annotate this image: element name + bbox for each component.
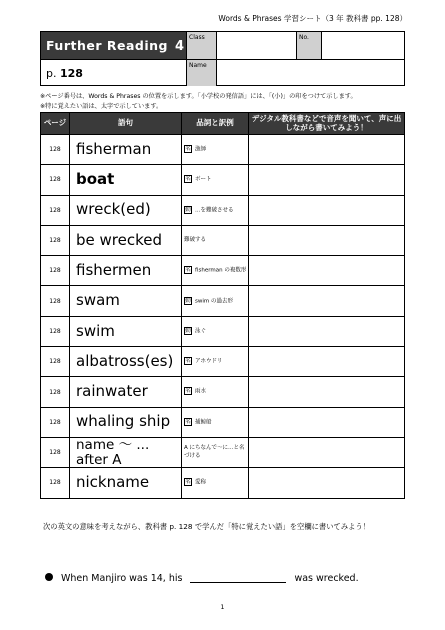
row-page: 128 xyxy=(41,286,70,316)
phrase-text: rainwater xyxy=(76,382,148,401)
meaning-text: ボート xyxy=(195,176,212,183)
table-row xyxy=(41,225,405,255)
part-of-speech-icon: 名 xyxy=(185,418,191,425)
row-phrase xyxy=(70,437,182,467)
phrase-text: nickname xyxy=(76,473,150,492)
part-of-speech-icon: 名 xyxy=(185,388,191,395)
exercise-before: When Manjiro was 14, his xyxy=(61,573,183,584)
table-row xyxy=(41,135,405,165)
header-meaning: 品詞と訳例 xyxy=(182,113,249,135)
row-page: 128 xyxy=(41,225,70,255)
table-row xyxy=(41,195,405,225)
row-practice-field[interactable] xyxy=(249,256,405,286)
part-of-speech-icon: 動 xyxy=(185,297,191,304)
row-phrase xyxy=(70,256,182,286)
phrase-text: name ～ ... after A xyxy=(76,437,150,468)
row-practice-field[interactable] xyxy=(249,437,405,467)
row-phrase xyxy=(70,407,182,437)
row-page: 128 xyxy=(41,195,70,225)
number-label: No. xyxy=(296,32,321,59)
lesson-number: 4 xyxy=(174,39,185,54)
page-ref xyxy=(41,59,186,86)
row-practice-field[interactable] xyxy=(249,468,405,498)
exercise-sentence xyxy=(45,573,359,584)
meaning-text: 難破する xyxy=(184,236,207,243)
table-row xyxy=(41,286,405,316)
class-field[interactable] xyxy=(216,32,296,59)
row-phrase xyxy=(70,225,182,255)
row-practice-field[interactable] xyxy=(249,347,405,377)
row-practice-field[interactable] xyxy=(249,316,405,346)
row-practice-field[interactable] xyxy=(249,165,405,195)
table-row xyxy=(41,165,405,195)
row-phrase xyxy=(70,377,182,407)
row-page: 128 xyxy=(41,135,70,165)
row-phrase xyxy=(70,195,182,225)
row-phrase xyxy=(70,347,182,377)
row-page: 128 xyxy=(41,165,70,195)
row-meaning xyxy=(182,256,249,286)
row-meaning xyxy=(182,195,249,225)
phrase-text: whaling ship xyxy=(76,412,171,431)
phrase-text: albatross(es) xyxy=(76,351,174,370)
answer-blank[interactable] xyxy=(190,573,286,583)
row-phrase xyxy=(70,135,182,165)
meaning-text: 雨水 xyxy=(195,388,207,395)
row-meaning xyxy=(182,407,249,437)
bullet-icon xyxy=(45,573,53,581)
name-field[interactable] xyxy=(216,59,405,86)
row-page: 128 xyxy=(41,256,70,286)
meaning-text: A にちなんで～に…と名づける xyxy=(184,444,245,459)
phrase-text: boat xyxy=(76,170,115,189)
table-row xyxy=(41,377,405,407)
part-of-speech-icon: 名 xyxy=(185,479,191,486)
row-practice-field[interactable] xyxy=(249,195,405,225)
meaning-text: 愛称 xyxy=(195,479,207,486)
phrase-text: fisherman xyxy=(76,139,152,158)
row-meaning xyxy=(182,135,249,165)
part-of-speech-icon: 名 xyxy=(185,267,191,274)
phrase-text: swim xyxy=(76,321,115,340)
header-page: ページ xyxy=(41,113,70,135)
note-page-numbers: ※ページ番号は、Words & Phrases の位置を示します。「小学校の発信語」には、「(小)」の印をつけて示します。 xyxy=(40,93,357,100)
row-meaning xyxy=(182,347,249,377)
row-phrase xyxy=(70,286,182,316)
row-phrase xyxy=(70,468,182,498)
meaning-text: fisherman の複数形 xyxy=(195,267,247,274)
row-phrase xyxy=(70,316,182,346)
table-row xyxy=(41,437,405,467)
part-of-speech-icon: 動 xyxy=(185,327,191,334)
page-value: 128 xyxy=(59,67,83,80)
words-table xyxy=(40,112,405,499)
table-row xyxy=(41,256,405,286)
meaning-text: …を難破させる xyxy=(195,207,234,214)
phrase-text: be wrecked xyxy=(76,230,163,249)
row-practice-field[interactable] xyxy=(249,135,405,165)
table-row xyxy=(41,468,405,498)
phrase-text: fishermen xyxy=(76,260,152,279)
name-label: Name xyxy=(186,59,216,86)
meaning-text: アホウドリ xyxy=(195,358,223,365)
doc-title: Words & Phrases 学習シート（3 年 教科書 pp. 128） xyxy=(218,14,407,23)
exercise-after: was wrecked. xyxy=(294,573,359,584)
part-of-speech-icon: 名 xyxy=(185,146,191,153)
row-page: 128 xyxy=(41,468,70,498)
page-label: p. xyxy=(46,67,57,80)
phrase-text: wreck(ed) xyxy=(76,200,151,219)
row-page: 128 xyxy=(41,347,70,377)
meaning-text: swim の過去形 xyxy=(195,298,233,305)
phrase-text: swam xyxy=(76,291,120,310)
meaning-text: 漁師 xyxy=(195,146,207,153)
class-label: Class xyxy=(186,32,216,59)
header-box xyxy=(40,31,405,86)
part-of-speech-icon: 名 xyxy=(185,358,191,365)
header-record: デジタル教科書などで音声を聞いて、声に出しながら書いてみよう！ xyxy=(249,113,405,135)
row-phrase xyxy=(70,165,182,195)
row-practice-field[interactable] xyxy=(249,407,405,437)
row-meaning xyxy=(182,468,249,498)
table-row xyxy=(41,347,405,377)
table-row xyxy=(41,316,405,346)
part-of-speech-icon: 動 xyxy=(185,206,191,213)
row-practice-field[interactable] xyxy=(249,377,405,407)
row-page: 128 xyxy=(41,407,70,437)
meaning-text: 捕鯨船 xyxy=(195,419,212,426)
meaning-text: 泳ぐ xyxy=(195,328,207,335)
row-page: 128 xyxy=(41,437,70,467)
row-page: 128 xyxy=(41,377,70,407)
row-meaning xyxy=(182,225,249,255)
instruction: 次の英文の意味を考えながら、教科書 p. 128 で学んだ「特に覚えたい語」を空欄に書いてみよう！ xyxy=(43,522,371,531)
row-practice-field[interactable] xyxy=(249,225,405,255)
table-row xyxy=(41,407,405,437)
lesson-title xyxy=(41,32,186,59)
header-phrase: 語句 xyxy=(70,113,182,135)
part-of-speech-icon: 名 xyxy=(185,176,191,183)
page-number: 1 xyxy=(220,603,225,611)
lesson-label: Further Reading xyxy=(46,38,168,53)
row-page: 128 xyxy=(41,316,70,346)
row-meaning xyxy=(182,165,249,195)
number-field[interactable] xyxy=(321,32,405,59)
row-meaning xyxy=(182,377,249,407)
row-meaning xyxy=(182,316,249,346)
row-meaning xyxy=(182,286,249,316)
note-bold-words: ※特に覚えたい語は、太字で示しています。 xyxy=(40,103,163,110)
row-practice-field[interactable] xyxy=(249,286,405,316)
row-meaning xyxy=(182,437,249,467)
